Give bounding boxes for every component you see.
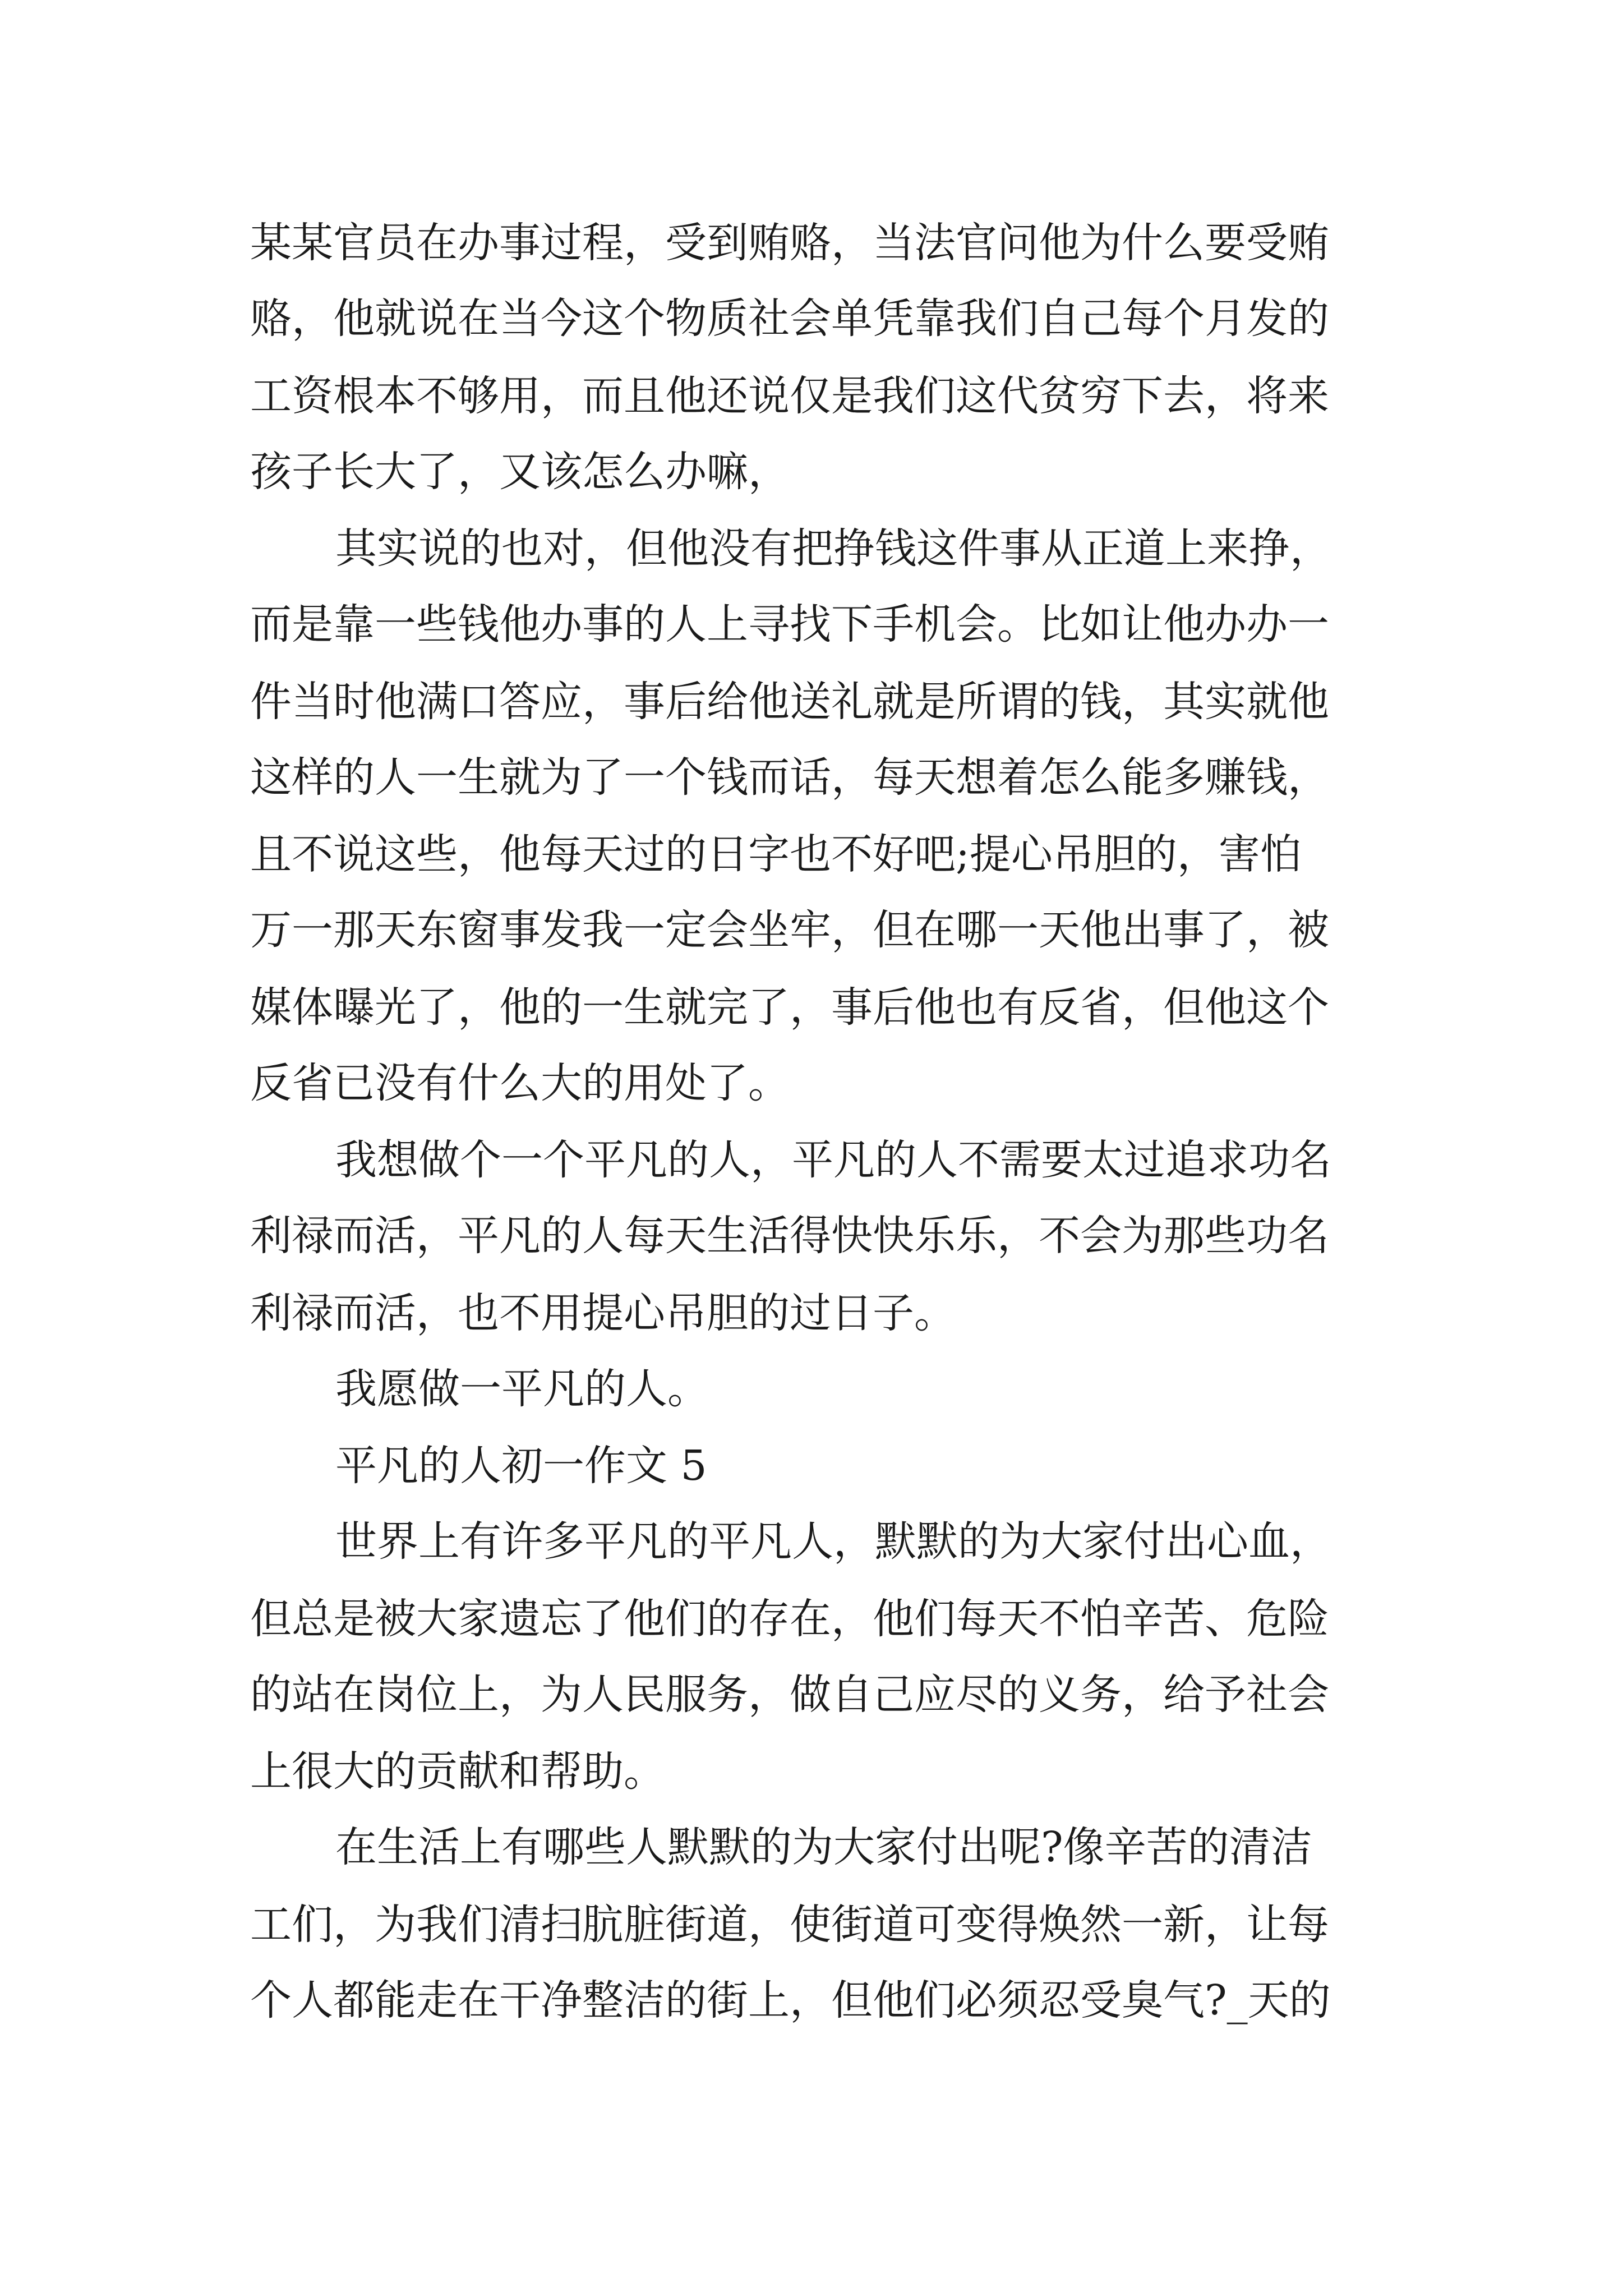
text-line (0, 1121, 1623, 1199)
text-line (0, 1427, 1623, 1505)
text-line-content: 利禄而活，平凡的人每天生活得快快乐乐，不会为那些功名 (250, 1212, 1329, 1260)
text-line-content: 上很大的贡献和帮助。 (250, 1747, 665, 1796)
text-line (0, 1580, 1623, 1658)
text-line-content: 某某官员在办事过程，受到贿赂，当法官问他为什么要受贿 (250, 219, 1329, 267)
text-line-content: 我愿做一平凡的人。 (335, 1365, 709, 1413)
text-line (0, 1044, 1623, 1122)
text-line-content: 反省已没有什么大的用处了。 (250, 1059, 790, 1107)
text-line-content: 而是靠一些钱他办事的人上寻找下手机会。比如让他办办一 (250, 600, 1329, 648)
section-heading: 平凡的人初一作文 5 (335, 1442, 707, 1490)
text-line-content: 世界上有许多平凡的平凡人，默默的为大家付出心血， (335, 1517, 1331, 1566)
text-line-content: 工们，为我们清扫肮脏街道，使街道可变得焕然一新，让每 (250, 1901, 1329, 1949)
text-line-content: 其实说的也对，但他没有把挣钱这件事从正道上来挣， (335, 524, 1331, 573)
text-line (0, 1502, 1623, 1581)
text-line (0, 1732, 1623, 1811)
text-line (0, 1655, 1623, 1734)
text-line (0, 432, 1623, 511)
text-line-content: 但总是被大家遗忘了他们的存在，他们每天不怕辛苦、危险 (250, 1595, 1329, 1643)
text-line-content: 利禄而活，也不用提心吊胆的过日子。 (250, 1289, 956, 1337)
text-line (0, 1197, 1623, 1275)
text-line-content: 赂，他就说在当今这个物质社会单凭靠我们自己每个月发的 (250, 295, 1329, 343)
text-line (0, 1885, 1623, 1964)
text-line (0, 891, 1623, 969)
text-line-content: 工资根本不够用，而且他还说仅是我们这代贫穷下去，将来 (250, 372, 1329, 420)
text-line-content: 媒体曝光了，他的一生就完了，事后他也有反省，但他这个 (250, 983, 1329, 1032)
text-line-content: 的站在岗位上，为人民服务，做自己应尽的义务，给予社会 (250, 1671, 1329, 1719)
text-line-content: 件当时他满口答应，事后给他送礼就是所谓的钱，其实就他 (250, 678, 1329, 726)
text-line (0, 204, 1623, 282)
text-line-content: 个人都能走在干净整洁的街上，但他们必须忍受臭气?_天的 (250, 1976, 1331, 2024)
text-line-content: 在生活上有哪些人默默的为大家付出呢?像辛苦的清洁 (335, 1823, 1312, 1871)
text-line (0, 585, 1623, 664)
text-line (0, 968, 1623, 1047)
text-line-content: 且不说这些，他每天过的日字也不好吧;提心吊胆的，害怕 (250, 830, 1302, 878)
text-line (0, 1808, 1623, 1887)
text-line (0, 662, 1623, 741)
text-line (0, 738, 1623, 817)
text-line (0, 1961, 1623, 2040)
text-line-content: 这样的人一生就为了一个钱而话，每天想着怎么能多赚钱， (250, 753, 1329, 802)
text-line-content: 万一那天东窗事发我一定会坐牢，但在哪一天他出事了，被 (250, 906, 1329, 954)
text-line (0, 1274, 1623, 1352)
text-line-content: 孩子长大了，又该怎么办嘛， (250, 448, 790, 496)
text-line (0, 1350, 1623, 1428)
text-line (0, 509, 1623, 588)
text-line (0, 279, 1623, 358)
text-line-content: 我想做个一个平凡的人，平凡的人不需要太过追求功名 (335, 1136, 1331, 1184)
text-line (0, 357, 1623, 435)
text-line (0, 815, 1623, 894)
